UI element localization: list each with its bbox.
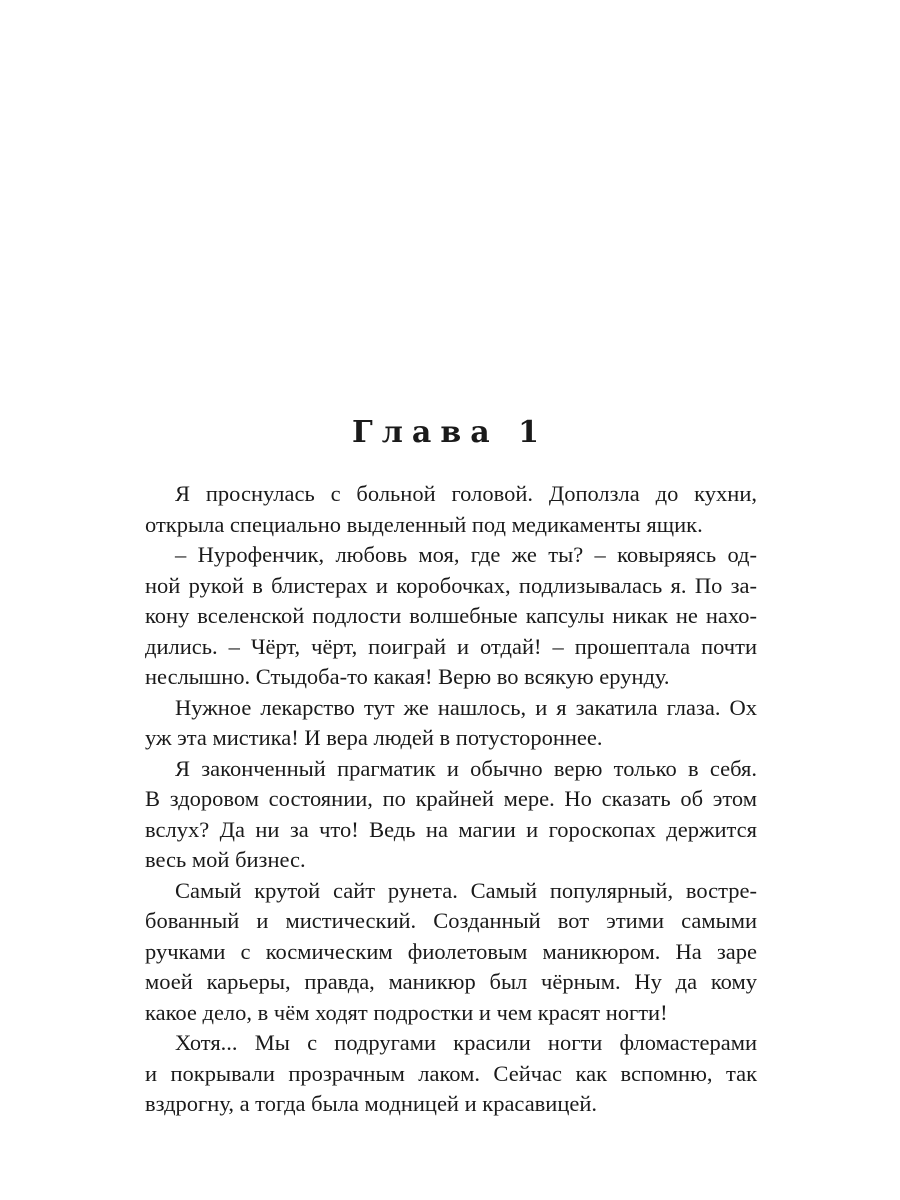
text-line: моей карьеры, правда, маникюр был чёрным. Ну да кому [145, 969, 757, 994]
text-line: вслух? Да ни за что! Ведь на магии и гороскопах держится [145, 816, 757, 842]
text-line: ной рукой в блистерах и коробочках, подлизывалась я. По за- [145, 572, 757, 598]
text-line: Хотя... Мы с подругами красили ногти фломастерами [175, 1030, 757, 1055]
text-line: Я законченный прагматик и обычно верю только в себя. [175, 755, 757, 781]
paragraph-5 [145, 876, 757, 1029]
text-line: какое дело, в чём ходят подростки и чем красят ногти! [145, 999, 668, 1025]
text-line: бованный и мистический. Созданный вот этими самыми [145, 908, 757, 933]
text-line: неслышно. Стыдоба-то какая! Верю во всякую ерунду. [145, 664, 670, 689]
paragraph-6 [145, 1028, 757, 1120]
paragraph-2 [145, 540, 757, 693]
text-line: Нужное лекарство тут же нашлось, и я закатила глаза. Ох [175, 694, 757, 720]
text-line: Самый крутой сайт рунета. Самый популярный, востре- [175, 877, 757, 903]
text-line: дились. – Чёрт, чёрт, поиграй и отдай! – прошептала почти [145, 633, 757, 659]
text-line: В здоровом состоянии, по крайней мере. Но сказать об этом [145, 786, 757, 811]
chapter-title: Глава 1 [352, 415, 548, 450]
chapter-text [145, 479, 757, 1120]
text-line: – Нурофенчик, любовь моя, где же ты? – ковыряясь од- [175, 542, 757, 567]
text-line: вздрогну, а тогда была модницей и красавицей. [145, 1091, 598, 1116]
text-line: и покрывали прозрачным лаком. Сейчас как вспомню, так [145, 1060, 757, 1086]
text-line: Я проснулась с больной головой. Доползла до кухни, [175, 481, 757, 506]
paragraph-4 [145, 754, 757, 876]
text-line: уж эта мистика! И вера людей в потустороннее. [145, 725, 603, 750]
text-line: весь мой бизнес. [145, 847, 306, 872]
paragraph-1 [145, 479, 757, 540]
text-line: кону вселенской подлости волшебные капсулы никак не нахо- [145, 603, 757, 628]
text-line: открыла специально выделенный под медикаменты ящик. [145, 511, 703, 537]
paragraph-3 [145, 693, 757, 754]
text-line: ручками с космическим фиолетовым маникюром. На заре [145, 938, 757, 964]
